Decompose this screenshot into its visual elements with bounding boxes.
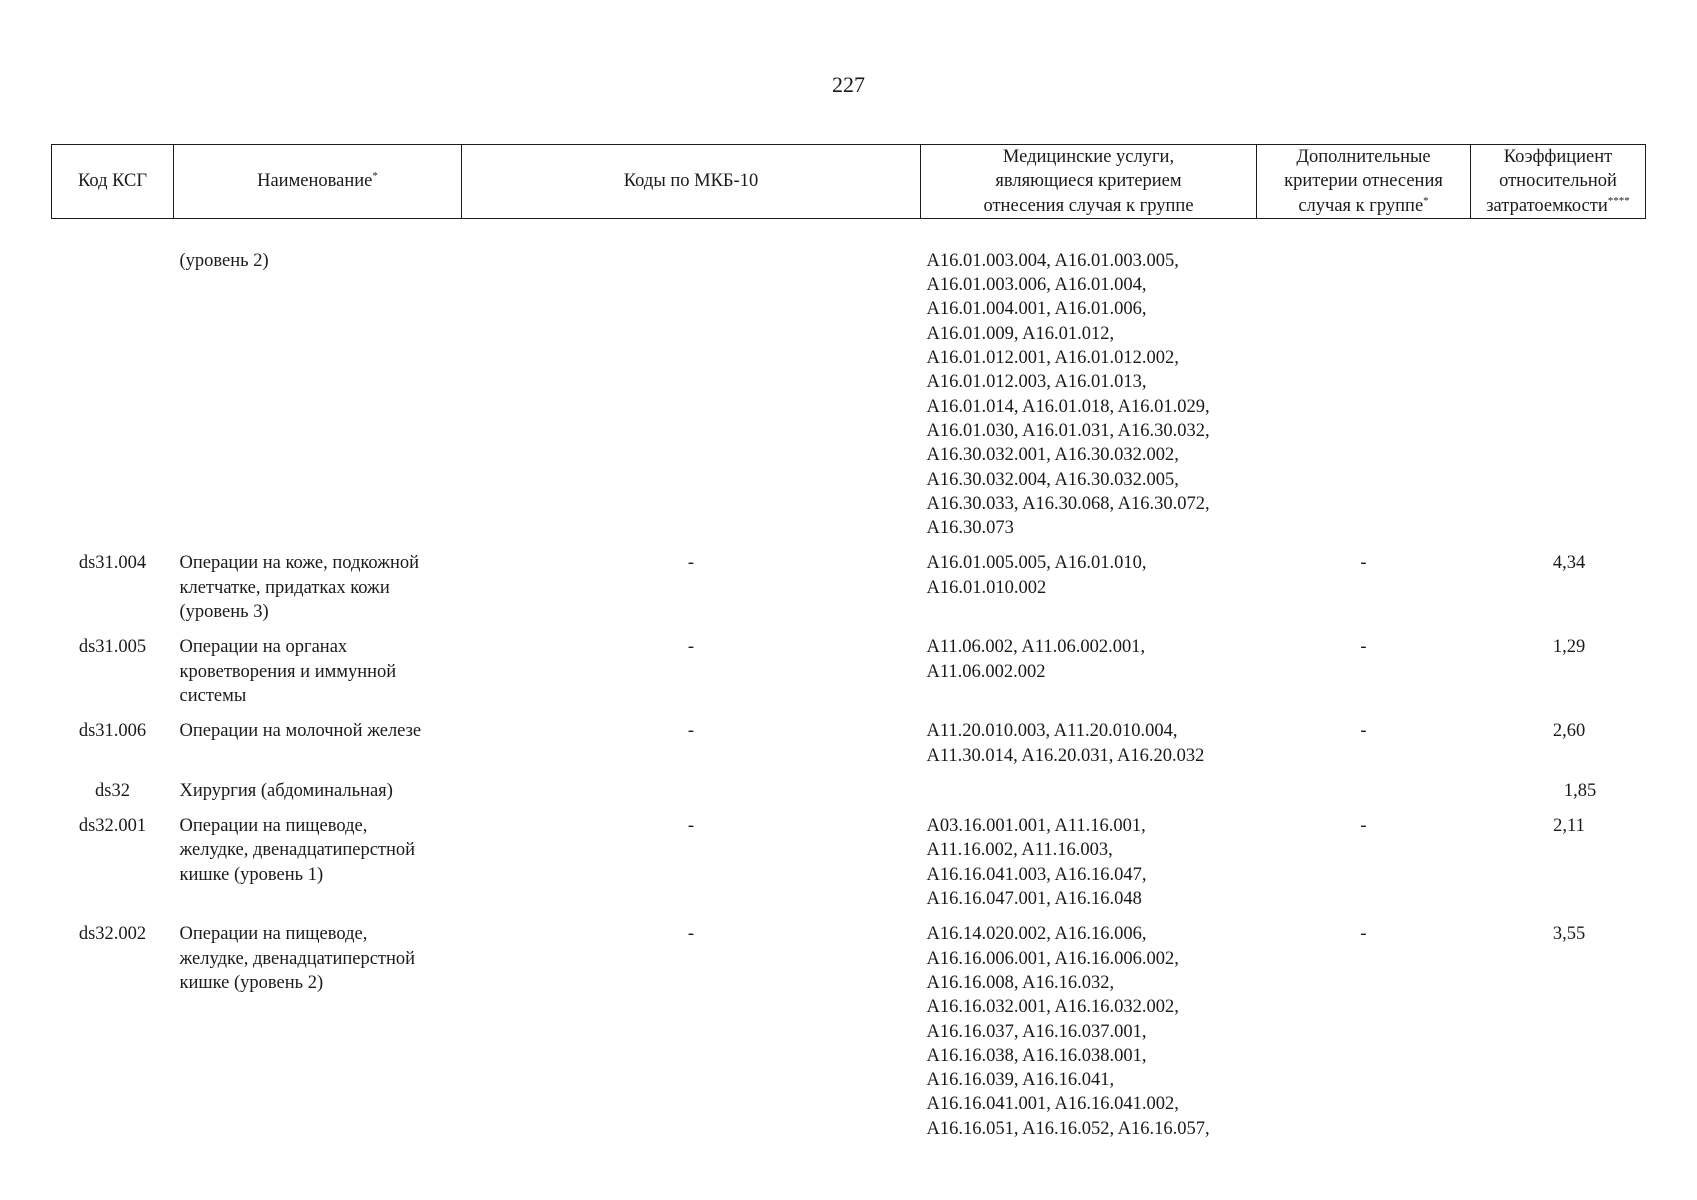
extra-criteria-cell: - [1360, 721, 1367, 742]
footnote-mark: **** [1607, 194, 1630, 207]
service-line: A16.14.020.002, A16.16.006, [926, 924, 1147, 945]
service-line: A16.01.012.001, A16.01.012.002, [926, 348, 1179, 369]
name-cell [174, 779, 462, 814]
coefficient-cell: 2,11 [1553, 816, 1585, 837]
name-line: (уровень 3) [179, 602, 269, 623]
coefficient-cell: 3,55 [1552, 924, 1586, 945]
name-line: кишке (уровень 2) [179, 972, 324, 993]
extra-criteria-cell: - [1360, 816, 1367, 837]
service-line: A16.16.006.001, A16.16.006.002, [926, 948, 1179, 969]
ksg-code-cell: ds32.001 [78, 816, 147, 837]
name-line: кроветворения и иммунной [179, 661, 397, 682]
service-line: A16.01.003.006, A16.01.004, [926, 275, 1147, 296]
service-line: A16.01.030, A16.01.031, A16.30.032, [926, 420, 1210, 441]
service-line: A11.06.002, A11.06.002.001, [926, 637, 1146, 658]
ksg-code-cell: ds32.002 [78, 924, 147, 945]
service-line: A16.16.051, A16.16.052, A16.16.057, [926, 1118, 1210, 1139]
header-mkb: Коды по МКБ-10 [462, 145, 921, 219]
extra-criteria-cell: - [1360, 924, 1367, 945]
ksg-code-cell: ds32 [95, 780, 130, 801]
name-line: клетчатке, придатках кожи [179, 577, 390, 598]
table-header [52, 145, 1646, 219]
service-line: A16.30.032.001, A16.30.032.002, [926, 445, 1179, 466]
name-line: кишке (уровень 1) [179, 864, 324, 885]
service-line: A16.01.009, A16.01.012, [926, 323, 1115, 344]
services-cell [921, 779, 1257, 814]
service-line: A16.01.010.002 [926, 577, 1047, 598]
name-line: Операции на пищеводе, [179, 816, 368, 837]
extra-criteria-cell [1257, 779, 1471, 814]
table-row [52, 814, 1646, 922]
coefficient-cell: 1,29 [1552, 637, 1586, 658]
service-line: A16.01.014, A16.01.018, A16.01.029, [926, 396, 1210, 417]
ksg-code-cell: ds31.006 [78, 721, 147, 742]
coefficient-cell: 1,85 [1563, 780, 1597, 801]
services-cell [921, 635, 1257, 719]
services-cell [921, 814, 1257, 922]
name-line: системы [179, 685, 247, 706]
name-cell [174, 814, 462, 922]
services-cell [921, 551, 1257, 635]
header-code: Код КСГ [52, 145, 174, 219]
service-line: A11.06.002.002 [926, 661, 1046, 682]
name-line: (уровень 2) [179, 250, 269, 271]
name-cell [174, 922, 462, 1152]
services-cell [921, 922, 1257, 1152]
header-services: Медицинские услуги, являющиеся критерием отнесения случая к группе [921, 145, 1257, 219]
service-line: A16.01.004.001, A16.01.006, [926, 299, 1147, 320]
service-line: A16.01.005.005, A16.01.010, [926, 553, 1147, 574]
name-line: Хирургия (абдоминальная) [179, 780, 393, 801]
extra-criteria-cell: - [1360, 637, 1367, 658]
table-row [52, 218, 1646, 551]
footnote-mark: * [372, 170, 378, 183]
mkb-cell: - [687, 924, 695, 945]
table-row [52, 922, 1646, 1152]
service-line: A16.30.032.004, A16.30.032.005, [926, 469, 1179, 490]
service-line: A16.16.039, A16.16.041, [926, 1070, 1115, 1091]
service-line: A11.20.010.003, A11.20.010.004, [926, 721, 1178, 742]
mkb-cell [462, 779, 921, 814]
service-line: A16.01.003.004, A16.01.003.005, [926, 250, 1179, 271]
name-cell [174, 551, 462, 635]
coefficient-cell: 4,34 [1552, 553, 1586, 574]
mkb-cell: - [687, 553, 695, 574]
name-line: Операции на органах [179, 637, 348, 658]
ksg-code-cell [52, 218, 174, 551]
mkb-cell: - [687, 721, 695, 742]
ksg-code-cell: ds31.005 [78, 637, 147, 658]
services-cell [921, 218, 1257, 551]
service-line: A11.16.002, A11.16.003, [926, 840, 1113, 861]
mkb-cell: - [687, 637, 695, 658]
service-line: A16.16.032.001, A16.16.032.002, [926, 997, 1179, 1018]
mkb-cell [462, 218, 921, 551]
name-line: желудке, двенадцатиперстной [179, 948, 416, 969]
name-line: Операции на молочной железе [179, 721, 422, 742]
header-coef: Коэффициент относительной затратоемкости**** [1471, 145, 1646, 219]
table-row [52, 551, 1646, 635]
header-extra: Дополнительные критерии отнесения случая к группе* [1257, 145, 1471, 219]
table-row [52, 719, 1646, 779]
service-line: A16.01.012.003, A16.01.013, [926, 372, 1147, 393]
service-line: A16.30.033, A16.30.068, A16.30.072, [926, 493, 1210, 514]
service-line: A16.16.037, A16.16.037.001, [926, 1021, 1147, 1042]
service-line: A16.16.047.001, A16.16.048 [926, 889, 1142, 910]
page-number: 227 [832, 72, 865, 97]
services-cell [921, 719, 1257, 779]
name-line: желудке, двенадцатиперстной [179, 840, 416, 861]
name-line: Операции на коже, подкожной [179, 553, 420, 574]
table-row [52, 779, 1646, 814]
service-line: A11.30.014, A16.20.031, A16.20.032 [926, 745, 1205, 766]
name-cell [174, 635, 462, 719]
footnote-mark: * [1423, 194, 1429, 207]
ksg-table [51, 144, 1646, 1152]
service-line: A16.16.008, A16.16.032, [926, 972, 1115, 993]
extra-criteria-cell [1257, 218, 1471, 551]
name-cell [174, 218, 462, 551]
header-name: Наименование* [174, 145, 462, 219]
ksg-code-cell: ds31.004 [78, 553, 147, 574]
table-row [52, 635, 1646, 719]
service-line: A16.16.041.001, A16.16.041.002, [926, 1094, 1179, 1115]
name-cell [174, 719, 462, 779]
coefficient-cell: 2,60 [1552, 721, 1586, 742]
table-body [52, 218, 1646, 1152]
service-line: A16.16.041.003, A16.16.047, [926, 864, 1147, 885]
extra-criteria-cell: - [1360, 553, 1367, 574]
service-line: A16.16.038, A16.16.038.001, [926, 1045, 1147, 1066]
coefficient-cell [1471, 218, 1646, 551]
mkb-cell: - [687, 816, 695, 837]
service-line: A16.30.073 [926, 518, 1014, 539]
name-line: Операции на пищеводе, [179, 924, 368, 945]
service-line: A03.16.001.001, A11.16.001, [926, 816, 1146, 837]
